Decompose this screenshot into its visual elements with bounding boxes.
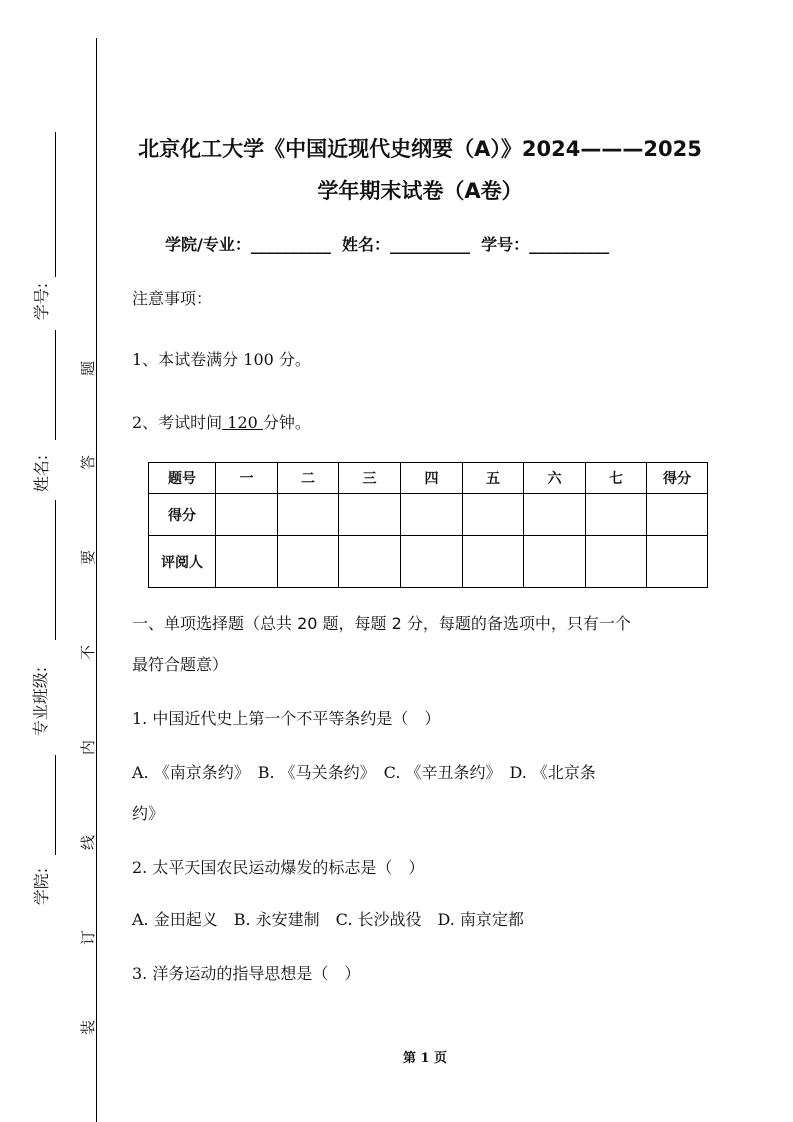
exam-duration: 120 — [222, 413, 263, 432]
margin-name-label: 姓名: — [32, 454, 52, 493]
seal-char: 装 — [79, 1019, 98, 1036]
seal-char: 内 — [79, 739, 98, 756]
margin-id-label: 学号: — [32, 282, 52, 321]
name-label: 姓名： — [342, 235, 391, 254]
question-options: 约》 — [132, 804, 165, 823]
page-subtitle: 学年期末试卷（A卷） — [317, 179, 523, 203]
college-label: 学院/专业： — [165, 235, 251, 254]
page-title: 北京化工大学《中国近现代史纲要（A）》2024———2025 — [138, 137, 702, 161]
table-header-cell: 得分 — [647, 463, 708, 494]
margin-college-label: 学院: — [32, 867, 52, 906]
margin-class-label: 专业班级: — [31, 666, 51, 737]
row-label: 得分 — [149, 494, 216, 536]
table-header-cell: 七 — [586, 463, 647, 494]
table-header-cell: 二 — [278, 463, 339, 494]
table-header-cell: 六 — [524, 463, 586, 494]
section-heading: 最符合题意） — [132, 655, 229, 674]
field-line — [55, 755, 56, 855]
question-stem: 1. 中国近代史上第一个不平等条约是（ ） — [132, 709, 441, 728]
note-text: 分钟。 — [262, 413, 311, 432]
seal-char: 线 — [79, 834, 98, 851]
table-header-row — [149, 463, 708, 494]
seal-char: 订 — [79, 929, 98, 946]
section-heading: 一、单项选择题（总共 20 题，每题 2 分，每题的备选项中，只有一个 — [132, 614, 631, 633]
table-row — [149, 536, 708, 588]
table-header-cell: 题号 — [149, 463, 216, 494]
page-number: 第 1 页 — [402, 1051, 448, 1066]
table-row — [149, 494, 708, 536]
student-info-line — [165, 232, 609, 255]
table-header-cell: 三 — [339, 463, 401, 494]
table-header-cell: 一 — [216, 463, 278, 494]
note-text: 2、考试时间 — [132, 413, 223, 432]
id-label: 学号： — [481, 235, 530, 254]
seal-char: 要 — [79, 549, 98, 566]
question-stem: 3. 洋务运动的指导思想是（ ） — [132, 964, 361, 983]
college-blank[interactable]: __________ — [250, 235, 331, 254]
question-options: A. 《南京条约》 B. 《马关条约》 C. 《辛丑条约》 D. 《北京条 — [132, 763, 596, 782]
row-label: 评阅人 — [149, 536, 216, 588]
note-item: 1、本试卷满分 100 分。 — [132, 350, 311, 369]
table-header-cell: 五 — [463, 463, 524, 494]
score-table — [148, 462, 708, 588]
id-blank[interactable]: __________ — [529, 235, 610, 254]
field-line — [55, 500, 56, 640]
seal-char: 题 — [79, 360, 98, 377]
field-line — [55, 330, 56, 440]
seal-char: 答 — [79, 454, 98, 471]
question-stem: 2. 太平天国农民运动爆发的标志是（ ） — [132, 858, 425, 877]
notes-heading: 注意事项： — [132, 289, 213, 308]
name-blank[interactable]: __________ — [390, 235, 471, 254]
table-header-cell: 四 — [401, 463, 463, 494]
question-options: A. 金田起义 B. 永安建制 C. 长沙战役 D. 南京定都 — [132, 910, 524, 929]
seal-char: 不 — [79, 644, 98, 661]
note-item — [132, 410, 311, 433]
